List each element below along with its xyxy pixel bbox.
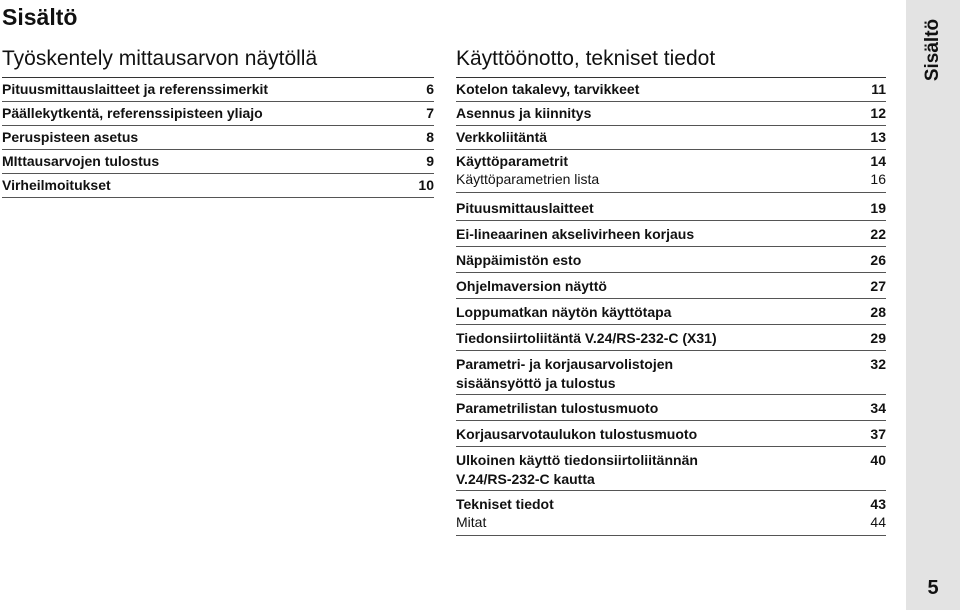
toc-group-parameters	[456, 150, 886, 193]
toc-entry-page: 14	[870, 153, 886, 169]
side-tab-text: Sisältö	[922, 18, 943, 82]
toc-entry[interactable]	[456, 325, 886, 351]
toc-entry-label-line2: sisäänsyöttö ja tulostus	[456, 375, 616, 391]
toc-entry-label: Käyttöparametrit	[456, 153, 569, 169]
toc-entry-label: Päällekytkentä, referenssipisteen yliajo	[2, 105, 263, 121]
toc-entry-label: Peruspisteen asetus	[2, 129, 139, 145]
toc-entry-page: 16	[870, 171, 886, 187]
section-heading-setup: Käyttöönotto, tekniset tiedot	[456, 47, 886, 78]
toc-entry-page: 34	[870, 400, 886, 416]
toc-entry[interactable]	[456, 150, 886, 170]
toc-entry-page: 7	[426, 105, 434, 121]
toc-entry[interactable]	[456, 221, 886, 247]
toc-entry[interactable]	[2, 126, 434, 150]
toc-entry-label: Näppäimistön esto	[456, 252, 582, 268]
toc-entry-page: 44	[870, 514, 886, 530]
toc-entry-label: Verkkoliitäntä	[456, 129, 548, 145]
toc-entry[interactable]	[456, 491, 886, 513]
toc-group-specifications	[456, 491, 886, 536]
toc-entry-page: 27	[870, 278, 886, 294]
toc-subentry[interactable]	[456, 170, 886, 192]
toc-entry-label: Korjausarvotaulukon tulostusmuoto	[456, 426, 698, 442]
toc-entry-page: 19	[870, 200, 886, 216]
toc-subentry[interactable]	[456, 513, 886, 535]
toc-entry[interactable]	[2, 150, 434, 174]
toc-entry-page: 32	[870, 356, 886, 372]
toc-entry-label: Mitat	[456, 514, 487, 530]
toc-entry-page: 12	[870, 105, 886, 121]
toc-entry-label: MIttausarvojen tulostus	[2, 153, 160, 169]
toc-entry-page: 8	[426, 129, 434, 145]
toc-right-column	[456, 47, 886, 536]
toc-entry-label: Pituusmittauslaitteet	[456, 200, 594, 216]
toc-entry[interactable]	[456, 421, 886, 447]
toc-entry-page: 10	[418, 177, 434, 193]
toc-entry-label-line1: Ulkoinen käyttö tiedonsiirtoliitännän	[456, 452, 698, 468]
toc-entry[interactable]	[456, 102, 886, 126]
toc-entry[interactable]	[2, 78, 434, 102]
toc-entry[interactable]	[456, 247, 886, 273]
toc-entry-label: Loppumatkan näytön käyttötapa	[456, 304, 672, 320]
toc-entry-page: 13	[870, 129, 886, 145]
toc-entry-label-line1: Parametri- ja korjausarvolistojen	[456, 356, 674, 372]
toc-entry-page: 28	[870, 304, 886, 320]
toc-entry-label: Käyttöparametrien lista	[456, 171, 600, 187]
toc-left-column	[2, 47, 434, 198]
toc-entry-label: Parametrilistan tulostusmuoto	[456, 400, 659, 416]
toc-entry-label: Tiedonsiirtoliitäntä V.24/RS-232-C (X31)	[456, 330, 717, 346]
toc-entry-page: 26	[870, 252, 886, 268]
toc-entry-label	[456, 451, 862, 489]
toc-entry-label: Ei-lineaarinen akselivirheen korjaus	[456, 226, 695, 242]
section-heading-operation: Työskentely mittausarvon näytöllä	[2, 47, 434, 78]
toc-entry-page: 22	[870, 226, 886, 242]
toc-entry[interactable]	[456, 273, 886, 299]
toc-entry-page: 6	[426, 81, 434, 97]
side-tab-label	[906, 0, 960, 100]
toc-entry-page: 43	[870, 496, 886, 512]
toc-entry[interactable]	[456, 78, 886, 102]
toc-entry-page: 40	[870, 452, 886, 468]
toc-entry[interactable]	[456, 447, 886, 491]
toc-entry-label-line2: V.24/RS-232-C kautta	[456, 471, 595, 487]
toc-entry[interactable]	[456, 351, 886, 395]
toc-entry-label: Asennus ja kiinnitys	[456, 105, 592, 121]
toc-entry-page: 37	[870, 426, 886, 442]
toc-entry-label: Tekniset tiedot	[456, 496, 554, 512]
toc-entry-page: 11	[871, 81, 886, 97]
toc-entry[interactable]	[456, 126, 886, 150]
toc-entry-label: Kotelon takalevy, tarvikkeet	[456, 81, 640, 97]
toc-entry-label: Pituusmittauslaitteet ja referenssimerkit	[2, 81, 269, 97]
toc-entry-label	[456, 355, 862, 393]
side-tab	[906, 0, 960, 610]
toc-entry[interactable]	[456, 193, 886, 221]
page-title: Sisältö	[2, 4, 78, 30]
toc-entry-page: 29	[870, 330, 886, 346]
toc-entry[interactable]	[2, 174, 434, 198]
toc-entry[interactable]	[456, 395, 886, 421]
toc-entry-label: Ohjelmaversion näyttö	[456, 278, 607, 294]
toc-entry[interactable]	[2, 102, 434, 126]
toc-entry-label: Virheilmoitukset	[2, 177, 111, 193]
page-number: 5	[927, 576, 939, 599]
toc-entry[interactable]	[456, 299, 886, 325]
toc-entry-page: 9	[426, 153, 434, 169]
